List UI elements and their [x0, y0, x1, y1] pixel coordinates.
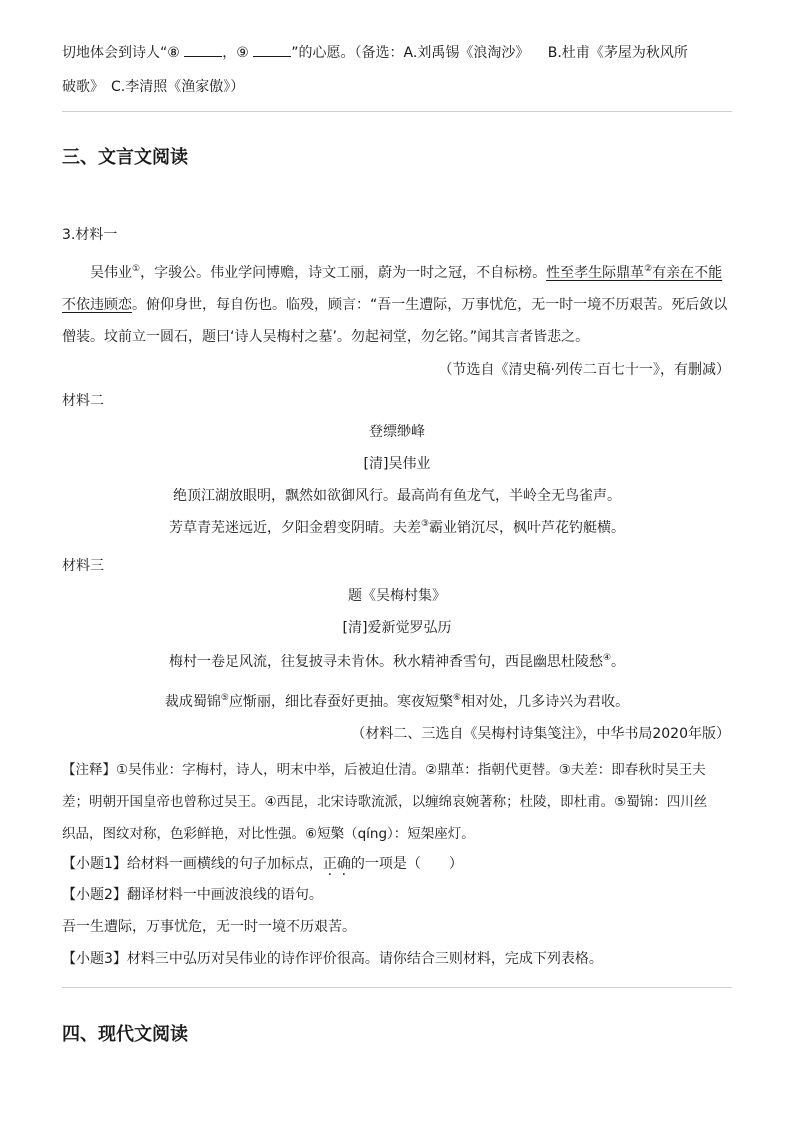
material-1-source: （节选自《清史稿·列传二百七十一》，有删减） [438, 362, 730, 378]
notes-line-1: 【注释】①吴伟业：字梅村，诗人，明末中举，后被迫仕清。②鼎革：指朝代更替。③夫差：即春秋时吴王夫 [62, 762, 706, 778]
answer-blank-8[interactable] [184, 44, 222, 57]
material-2-label: 材料二 [62, 393, 104, 409]
poem-1-author: [清]吴伟业 [363, 456, 431, 472]
poem-2-author: [清]爱新觉罗弘历 [342, 620, 452, 636]
question-2-sentence: 吾一生遭际，万事忧危，无一时一境不历艰苦。 [62, 919, 356, 935]
material-1-label: 3.材料一 [62, 227, 118, 243]
answer-blank-9[interactable] [253, 44, 291, 57]
poem-2-line-1: 梅村一卷足风流，往复披寻未肯休。秋水精神香雪句，西昆幽思杜陵愁④。 [168, 653, 626, 670]
intro-line-1: 切地体会到诗人“⑧ ，⑨ ”的心愿。（备选：A.刘禹锡《浪淘沙》 B.杜甫《茅屋为秋风所 [62, 45, 688, 61]
section-3-title: 三、文言文阅读 [62, 147, 188, 168]
material-3-source: （材料二、三选自《吴梅村诗集笺注》，中华书局2020年版） [351, 726, 730, 742]
material-1-line-3: 僧装。坟前立一圆石，题曰‘诗人吴梅村之墓’。勿起祠堂，勿乞铭。”闻其言者皆悲之。 [62, 329, 590, 345]
section-divider-2 [62, 987, 732, 988]
question-1: 【小题1】给材料一画横线的句子加标点，正确的一项是（ ） [62, 856, 463, 872]
material-3-label: 材料三 [62, 558, 104, 574]
poem-1-line-2: 芳草青芜迷远近，夕阳金碧变阴晴。夫差③霸业销沉尽，枫叶芦花钓艇横。 [168, 519, 626, 536]
notes-line-2: 差；明朝开国皇帝也曾称过吴王。④西昆，北宋诗歌流派，以缠绵哀婉著称；杜陵，即杜甫。⑤蜀锦：四川丝 [62, 794, 708, 810]
poem-1-title: 登缥缈峰 [369, 424, 425, 440]
poem-1-line-1: 绝顶江湖放眼明，飘然如欲御风行。最高尚有鱼龙气，半岭全无鸟雀声。 [173, 488, 621, 504]
section-divider [62, 111, 732, 112]
intro-line-2: 破歌》 C.李清照《渔家傲》） [62, 79, 245, 95]
poem-2-line-2: 裁成蜀锦⑤应惭丽，细比春蚕好更抽。寒夜短檠⑥相对处，几多诗兴为君收。 [164, 693, 630, 710]
notes-line-3: 织品，图纹对称，色彩鲜艳，对比性强。⑥短檠（qíng）：短架座灯。 [62, 826, 475, 842]
section-4-title: 四、现代文阅读 [62, 1024, 188, 1045]
question-2: 【小题2】翻译材料一中画波浪线的语句。 [62, 887, 323, 903]
question-3: 【小题3】材料三中弘历对吴伟业的诗作评价很高。请你结合三则材料，完成下列表格。 [62, 951, 603, 967]
material-1-line-1: 吴伟业①，字骏公。伟业学问博赡，诗文工丽，蔚为一时之冠，不自标榜。性至孝生际鼎革②有亲在不能 [90, 264, 723, 281]
poem-2-title: 题《吴梅村集》 [348, 588, 446, 604]
material-1-line-2: 不依违顾恋。俯仰身世，每自伤也。临殁，顾言：“吾一生遭际，万事忧危，无一时一境不历艰苦。死后敛以 [62, 297, 728, 313]
underlined-sentence: 性至孝生际鼎革②有亲在不能 [546, 264, 723, 281]
